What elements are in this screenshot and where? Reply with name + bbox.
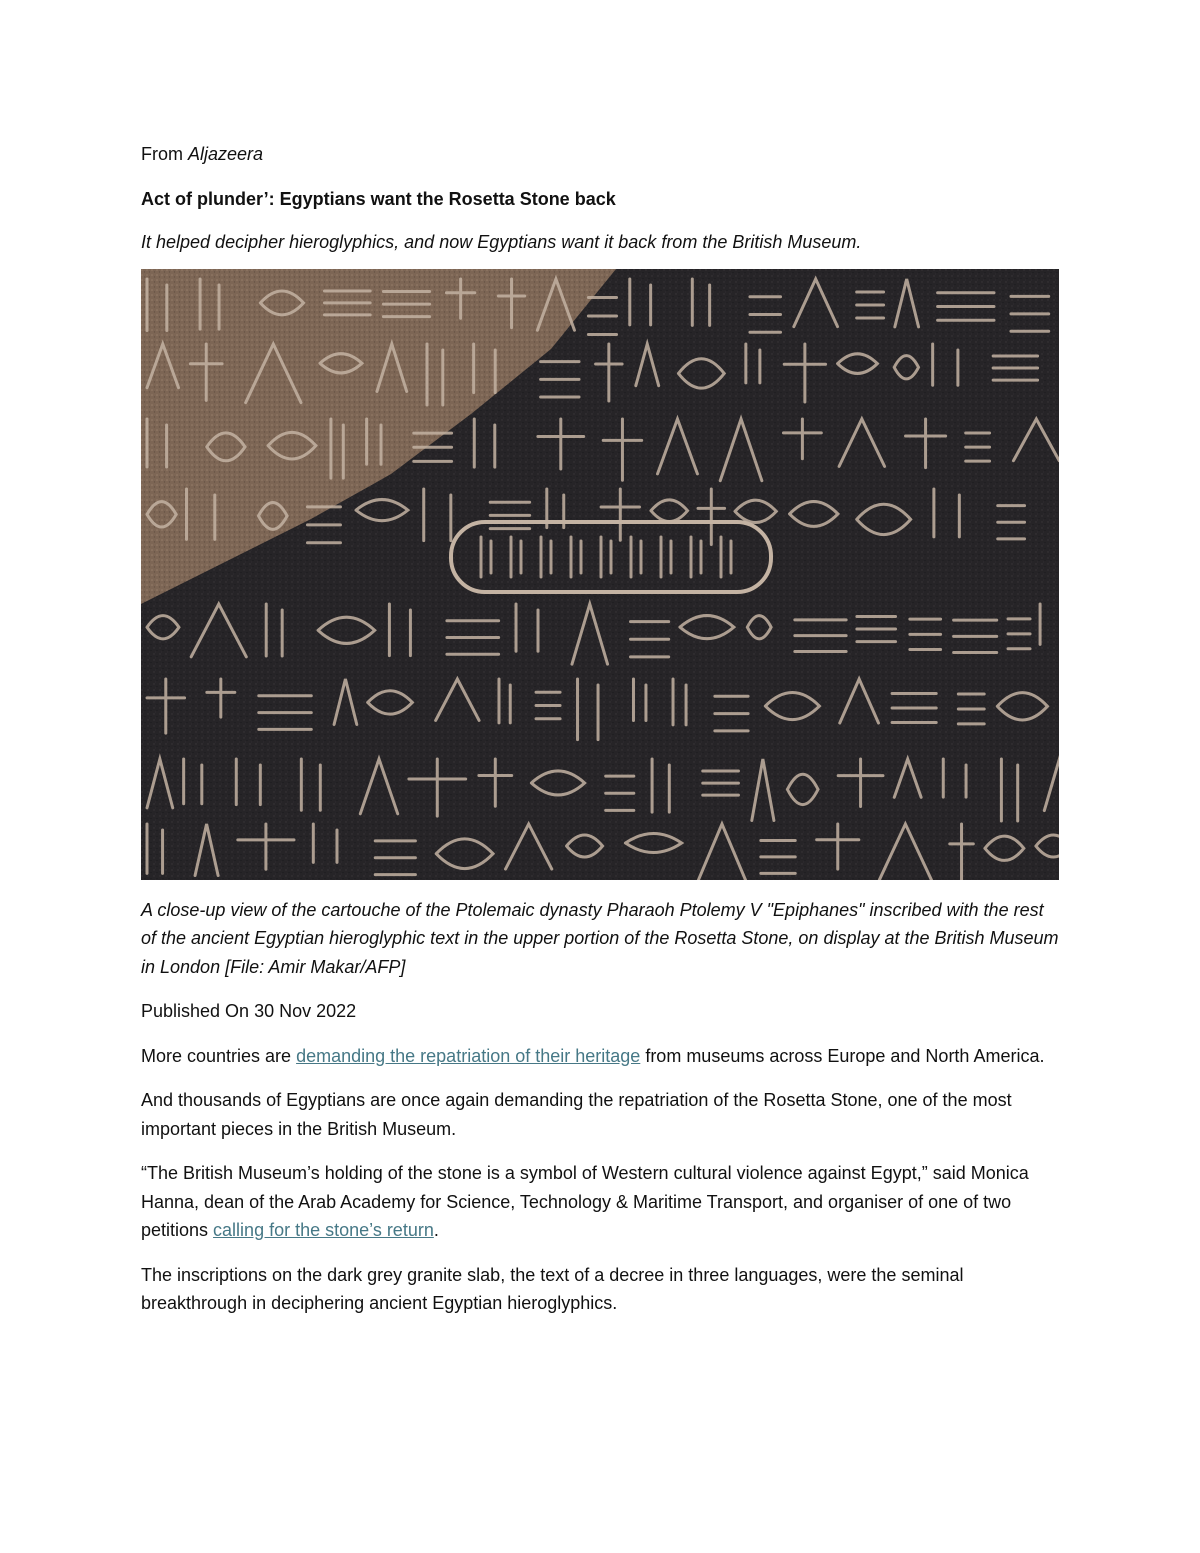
- document-page: [141, 140, 1061, 1334]
- stone-return-link[interactable]: calling for the stone’s return: [213, 1220, 434, 1240]
- paragraph-4: The inscriptions on the dark grey granite slab, the text of a decree in three languages, were the seminal breakthrough in deciphering ancient Egyptian hieroglyphics.: [141, 1264, 964, 1313]
- paragraph-1-text-after: from museums across Europe and North America.: [640, 1045, 1045, 1066]
- source-outlet: Aljazeera: [188, 144, 264, 164]
- paragraph-3-text-after: .: [433, 1220, 439, 1240]
- paragraph-3: [141, 1159, 1061, 1245]
- article-headline: Act of plunder’: Egyptians want the Rosetta Stone back: [141, 188, 616, 209]
- published-date: Published On 30 Nov 2022: [141, 1001, 357, 1021]
- paragraph-1-text-before: More countries are: [141, 1045, 297, 1066]
- article-standfirst: It helped decipher hieroglyphics, and now Egyptians want it back from the British Museum.: [141, 232, 862, 252]
- repatriation-heritage-link[interactable]: demanding the repatriation of their heritage: [296, 1045, 641, 1066]
- rosetta-stone-photo: [141, 269, 1059, 880]
- paragraph-2: And thousands of Egyptians are once again demanding the repatriation of the Rosetta Stone, one of the most important pieces in the British Museum.: [141, 1090, 1012, 1139]
- image-caption: A close-up view of the cartouche of the Ptolemaic dynasty Pharaoh Ptolemy V "Epiphanes" inscribed with the rest of the ancient Egyptian hieroglyphic text in the upper portion of the Rosetta Stone, on display at the British Museum in London [File: Amir Makar/AFP]: [141, 899, 1059, 977]
- source-line: [141, 140, 1061, 169]
- source-prefix: From: [141, 144, 188, 164]
- paragraph-1: [141, 1042, 1061, 1071]
- paragraph-3-text-before: “The British Museum’s holding of the stone is a symbol of Western cultural violence against Egypt,” said Monica Hanna, dean of the Arab Academy for Science, Technology & Maritime Transport, and organiser of one of two petitions: [141, 1163, 1029, 1240]
